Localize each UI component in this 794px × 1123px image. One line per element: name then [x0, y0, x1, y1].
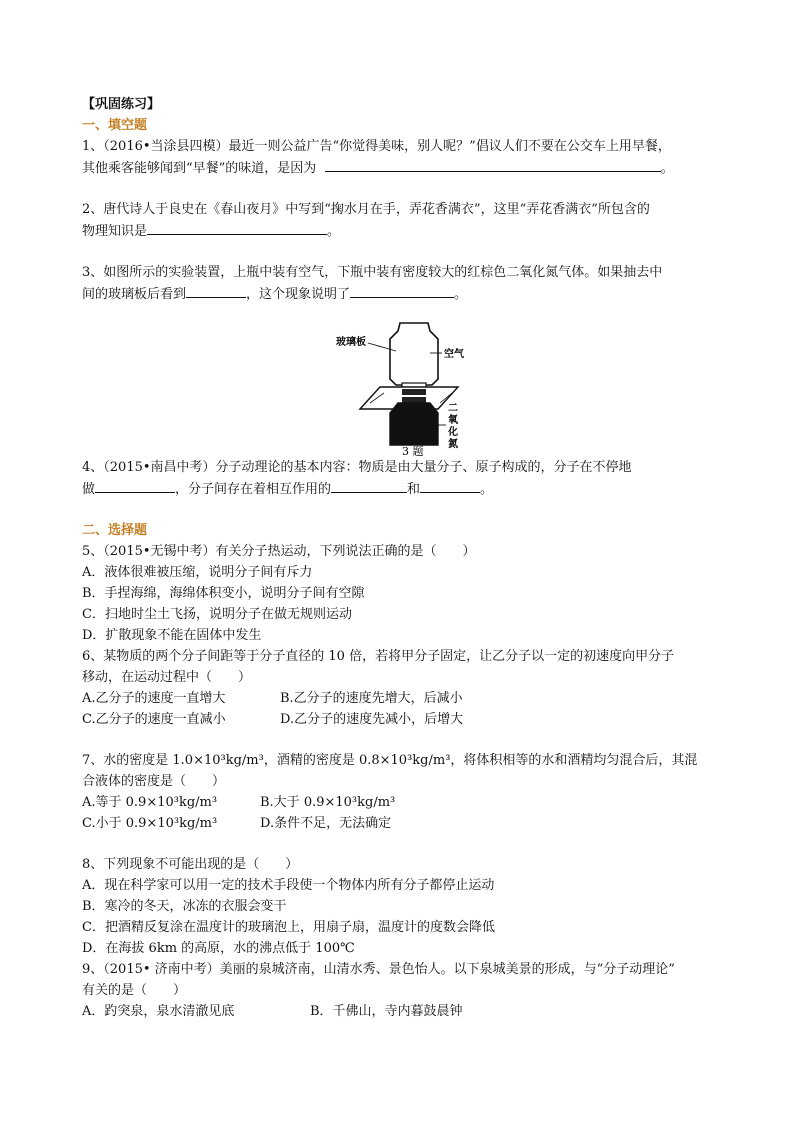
- q9-options-row1: [82, 1001, 722, 1022]
- q3-end: 。: [454, 287, 468, 302]
- q5-option-a[interactable]: A．液体很难被压缩，说明分子间有斥力: [82, 565, 313, 580]
- q3-text-b: ，这个现象说明了: [246, 287, 351, 302]
- label-no2-3: 化: [448, 427, 458, 438]
- label-air: 空气: [444, 349, 464, 360]
- q5-option-b[interactable]: B．手捏海绵，海绵体积变小，说明分子间有空隙: [82, 586, 365, 601]
- q5-option-c[interactable]: C．扫地时尘土飞扬，说明分子在做无规则运动: [82, 607, 352, 622]
- q4-blank-1[interactable]: [95, 478, 175, 493]
- q3-blank-1[interactable]: [186, 283, 246, 298]
- q4-end: 。: [480, 482, 494, 497]
- q8-option-c[interactable]: C．把酒精反复涂在温度计的玻璃泡上，用扇子扇，温度计的度数会降低: [82, 920, 495, 935]
- q8-option-a[interactable]: A．现在科学家可以用一定的技术手段使一个物体内所有分子都停止运动: [82, 878, 495, 893]
- q1-line1: 1、（2016•当涂县四模）最近一则公益广告“你觉得美味，别人呢？”倡议人们不要在公交车上用早餐，: [82, 139, 671, 154]
- bottle-diagram: [336, 317, 490, 458]
- q2-line1: 2、唐代诗人于良史在《春山夜月》中写到“掬水月在手，弄花香满衣”，这里“弄花香满衣”所包含的: [82, 202, 650, 217]
- q6-option-b[interactable]: B.乙分子的速度先增大，后减小: [280, 691, 463, 706]
- q9-line2: 有关的是（ ）: [82, 983, 187, 998]
- q7-line2: 合液体的密度是（ ）: [82, 774, 226, 789]
- q3-line2: [82, 283, 722, 305]
- q6-line2: 移动，在运动过程中（ ）: [82, 670, 252, 685]
- q6-options-row1: [82, 688, 722, 709]
- label-no2-1: 二: [448, 403, 458, 414]
- q6-options-row2: [82, 709, 722, 730]
- q7-option-a[interactable]: A.等于 0.9×10³kg/m³: [82, 795, 218, 810]
- q8-option-b[interactable]: B．寒冷的冬天，冰冻的衣服会变干: [82, 899, 287, 914]
- lower-bottle: [390, 403, 438, 445]
- q2-text: 物理知识是: [82, 224, 148, 239]
- q3-line1: 3、如图所示的实验装置，上瓶中装有空气，下瓶中装有密度较大的红棕色二氧化氮气体。如果抽去中: [82, 265, 663, 280]
- q7-option-b[interactable]: B.大于 0.9×10³kg/m³: [260, 795, 396, 810]
- figure-caption: 3 题: [402, 445, 424, 458]
- q3-blank-2[interactable]: [350, 283, 454, 298]
- q1-line2: [82, 157, 722, 179]
- q4-blank-2[interactable]: [331, 478, 407, 493]
- q4-text-c: 和: [407, 482, 421, 497]
- q6-option-a[interactable]: A.乙分子的速度一直增大: [82, 691, 226, 706]
- q4-line1: 4、（2015•南昌中考）分子动理论的基本内容：物质是由大量分子、原子构成的，分子在不停地: [82, 460, 632, 475]
- section-choice-heading: 二、选择题: [82, 523, 148, 538]
- q1-blank[interactable]: [325, 157, 661, 172]
- q1-text: 其他乘客能够闻到“早餐”的味道，是因为: [82, 161, 317, 176]
- q2-end: 。: [327, 224, 341, 239]
- upper-bottle: [390, 323, 438, 385]
- q7-line1: 7、水的密度是 1.0×10³kg/m³，酒精的密度是 0.8×10³kg/m³，将体积相等的水和酒精均匀混合后，其混: [82, 753, 698, 768]
- section-tag: 【巩固练习】: [82, 97, 161, 112]
- q4-text-b: ，分子间存在着相互作用的: [175, 482, 332, 497]
- q4-text-a: 做: [82, 482, 96, 497]
- q7-option-d[interactable]: D.条件不足，无法确定: [260, 816, 392, 831]
- q9-option-b[interactable]: B．千佛山，寺内暮鼓晨钟: [310, 1004, 463, 1019]
- q8-stem: 8、下列现象不可能出现的是（ ）: [82, 857, 299, 872]
- q5-option-d[interactable]: D．扩散现象不能在固体中发生: [82, 628, 262, 643]
- q4-blank-3[interactable]: [420, 478, 480, 493]
- q7-option-c[interactable]: C.小于 0.9×10³kg/m³: [82, 816, 218, 831]
- q4-line2: [82, 478, 722, 500]
- section-fill-heading: 一、填空题: [82, 118, 148, 133]
- q1-end: 。: [660, 161, 674, 176]
- q2-line2: [82, 220, 722, 242]
- q2-blank[interactable]: [147, 220, 327, 235]
- label-no2-4: 氮: [448, 439, 458, 450]
- figure-3: [82, 317, 722, 457]
- q6-line1: 6、某物质的两个分子间距等于分子直径的 10 倍，若将甲分子固定，让乙分子以一定的初速度向甲分子: [82, 649, 675, 664]
- q6-option-c[interactable]: C.乙分子的速度一直减小: [82, 712, 226, 727]
- q7-options-row1: [82, 792, 722, 813]
- q7-options-row2: [82, 813, 722, 834]
- q6-option-d[interactable]: D.乙分子的速度先减小，后增大: [280, 712, 464, 727]
- q9-option-a[interactable]: A．趵突泉，泉水清澈见底: [82, 1004, 235, 1019]
- q5-stem: 5、（2015•无锡中考）有关分子热运动，下列说法正确的是（ ）: [82, 544, 476, 559]
- label-no2-2: 氧: [448, 415, 458, 426]
- label-glass: 玻璃板: [336, 337, 366, 348]
- q8-option-d[interactable]: D．在海拔 6km 的高原，水的沸点低于 100℃: [82, 941, 355, 956]
- q9-line1: 9、（2015• 济南中考）美丽的泉城济南，山清水秀、景色怡人。以下泉城美景的形成，与“分子动理论”: [82, 962, 675, 977]
- worksheet: [82, 94, 722, 1022]
- q3-text-a: 间的玻璃板后看到: [82, 287, 187, 302]
